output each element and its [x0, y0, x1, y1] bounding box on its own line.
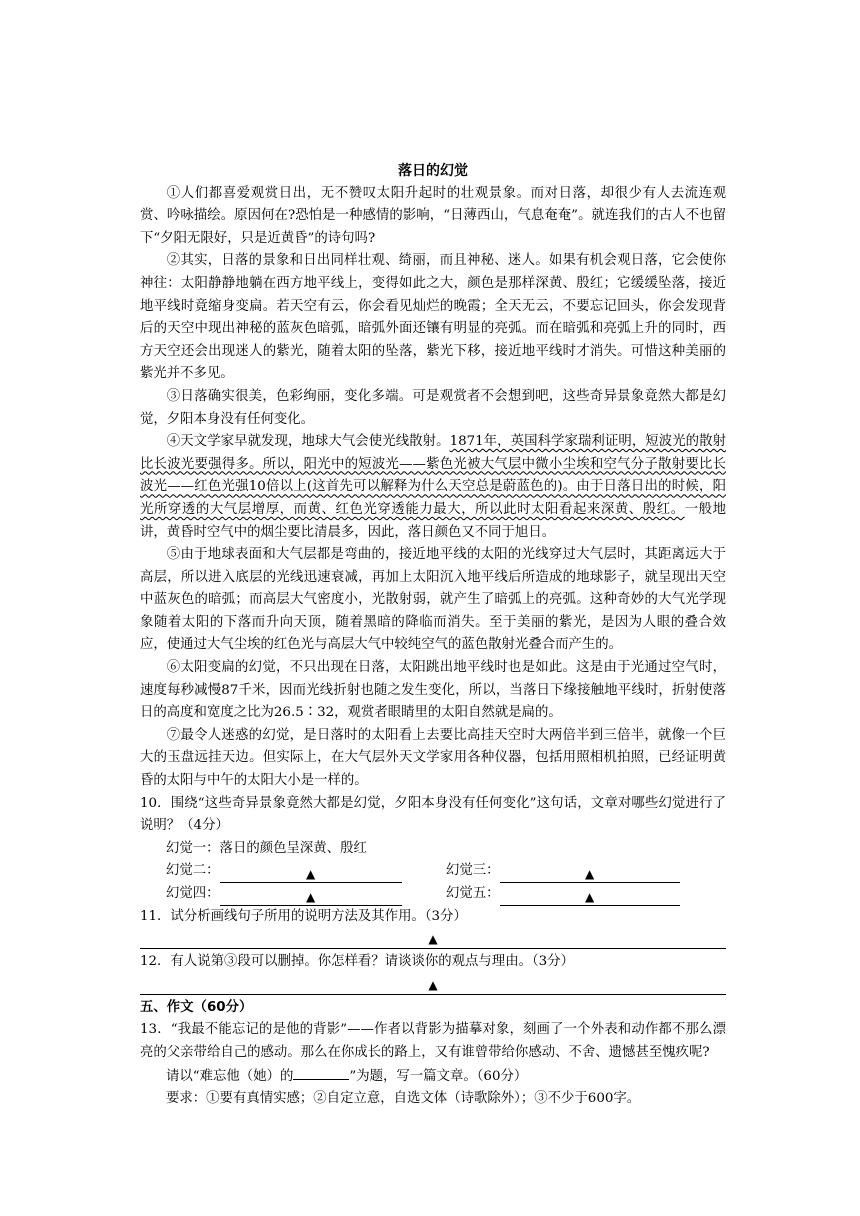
paragraph-6: ⑥太阳变扁的幻觉，不只出现在日落，太阳跳出地平线时也是如此。这是由于光通过空气时，速度每秒减慢87千米，因而光线折射也随之发生变化，所以，当落日下缘接触地平线时，折射使落日的高度和宽度之比为26.5∶32，观赏者眼睛里的太阳自然就是扁的。	[140, 660, 726, 721]
underlined-sentence: 1871年，英国科学家瑞利证明，短波光的散射比长波光要强得多。所以，阳光中的短波光——紫色光被大气层中微小尘埃和空气分子散射要比长波光——红色光强10倍以上(这首先可以解释为什么天空总是蔚蓝色的)。由于日落日出的时候，阳光所穿透的大气层增厚，而黄、红色光穿透能力最大，所以此时太阳看起来深黄、殷红。	[140, 434, 727, 517]
paragraph-5: ⑤由于地球表面和大气层都是弯曲的，接近地平线的太阳的光线穿过大气层时，其距离远大于高层，所以进入底层的光线迅速衰减，再加上太阳沉入地平线后所造成的地球影子，就呈现出天空中蓝灰色的暗弧；而高层大气密度小，光散射弱，就产生了暗弧上的亮弧。这种奇妙的大气光学现象随着太阳的下落而升向天顶，随着黑暗的降临而消失。至于美丽的紫光，是因为人眼的叠合效应，使通过大气尘埃的红色光与高层大气中较纯空气的蓝色散射光叠合而产生的。	[140, 547, 726, 653]
q12-answer-line[interactable]	[140, 974, 726, 995]
illusion-3-label: 幻觉三：	[446, 863, 500, 879]
question-11: 11．试分析画线句子所用的说明方法及其作用。（3分）	[140, 908, 467, 924]
question-13: 13．“我最不能忘记的是他的背影”——作者以背影为描摹对象，刻画了一个外表和动作都不那么漂亮的父亲带给自己的感动。那么在你成长的路上，又有谁曾带给你感动、不舍、遗憾甚至愧疚呢?	[140, 1022, 726, 1060]
q10-answer-row-1	[140, 860, 726, 883]
illusion-2-answer-blank[interactable]	[220, 864, 402, 883]
paragraph-1: ①人们都喜爱观赏日出，无不赞叹太阳升起时的壮观景象。而对日落，却很少有人去流连观赏、吟咏描绘。原因何在?恐怕是一种感情的影响，“日薄西山，气息奄奄”。就连我们的古人不也留下“夕阳无限好，只是近黄昏”的诗句吗?	[140, 185, 726, 246]
triangle-marker-icon: ▲	[428, 977, 438, 992]
section-heading-composition: 五、作文（60分）	[140, 999, 253, 1015]
question-12: 12．有人说第③段可以删掉。你怎样看？请谈谈你的观点与理由。（3分）	[140, 954, 574, 970]
exam-page	[140, 160, 726, 1111]
triangle-marker-icon: ▲	[584, 889, 595, 904]
paragraph-4: ④天文学家早就发现，地球大气会使光线散射。1871年，英国科学家瑞利证明，短波光的散射比长波光要强得多。所以，阳光中的短波光——紫色光被大气层中微小尘埃和空气分子散射要比长波光——红色光强10倍以上(这首先可以解释为什么天空总是蔚蓝色的)。由于日落日出的时候，阳光所穿透的大气层增厚，而黄、红色光穿透能力最大，所以此时太阳看起来深黄、殷红。一般地讲，黄昏时空气中的烟尘要比清晨多，因此，落日颜色又不同于旭日。	[140, 434, 727, 540]
triangle-marker-icon: ▲	[305, 889, 316, 904]
illusion-4-answer-blank[interactable]	[220, 887, 402, 906]
illusion-3-answer-blank[interactable]	[500, 864, 680, 883]
paragraph-7: ⑦最令人迷惑的幻觉，是日落时的太阳看上去要比高挂天空时大两倍半到三倍半，就像一个巨大的玉盘远挂天边。但实际上，在大气层外天文学家用各种仪器，包括用照相机拍照，已经证明黄昏的太阳与中午的太阳大小是一样的。	[140, 727, 726, 789]
q13-prompt: 请以“难忘他（她）的 ”为题，写一篇文章。（60分）	[140, 1065, 726, 1089]
triangle-marker-icon: ▲	[584, 867, 595, 881]
triangle-marker-icon: ▲	[305, 867, 316, 881]
illusion-2-label: 幻觉二：	[166, 863, 220, 879]
q11-answer-line[interactable]	[140, 928, 726, 949]
q10-example-answer: 幻觉一：落日的颜色呈深黄、殷红	[166, 840, 367, 856]
illusion-4-label: 幻觉四：	[166, 886, 220, 901]
article-title: 落日的幻觉	[398, 163, 468, 179]
q13-requirements: 要求：①要有真情实感；②自定立意，自选文体（诗歌除外）；③不少于600字。	[166, 1091, 641, 1107]
q10-answer-row-2	[140, 883, 726, 906]
paragraph-2: ②其实，日落的景象和日出同样壮观、绮丽，而且神秘、迷人。如果有机会观日落，它会使你神往：太阳静静地躺在西方地平线上，变得如此之大，颜色是那样深黄、殷红；它缓缓坠落，接近地平线时竟缩身变扁。若天空有云，你会看见灿烂的晚霞；全天无云，不要忘记回头，你会发现背后的天空中现出神秘的蓝灰色暗弧，暗弧外面还镶有明显的亮弧。而在暗弧和亮弧上升的同时，西方天空还会出现迷人的紫光，随着太阳的坠落，紫光下移，接近地平线时才消失。可惜这种美丽的紫光并不多见。	[140, 253, 726, 382]
triangle-marker-icon: ▲	[428, 932, 438, 947]
title-blank[interactable]	[293, 1065, 349, 1080]
paragraph-3: ③日落确实很美，色彩绚丽，变化多端。可是观赏者不会想到吧，这些奇异景象竟然大都是幻觉，夕阳本身没有任何变化。	[140, 388, 726, 427]
question-10: 10．围绕“这些奇异景象竟然大都是幻觉，夕阳本身没有任何变化”这句话，文章对哪些幻觉进行了说明？（4分）	[140, 795, 726, 834]
illusion-5-label: 幻觉五：	[446, 886, 500, 901]
illusion-5-answer-blank[interactable]	[500, 887, 680, 906]
